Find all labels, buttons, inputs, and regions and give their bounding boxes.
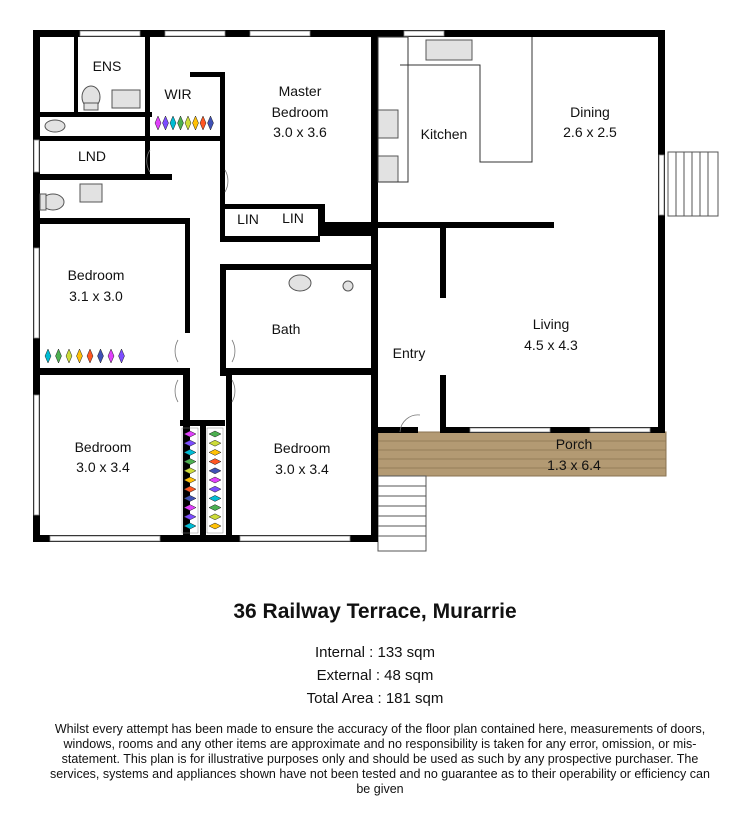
label-lnd: LND xyxy=(77,148,107,164)
hanger-icon xyxy=(185,116,191,130)
fixtures xyxy=(40,40,472,291)
label-porch-size: 1.3 x 6.4 xyxy=(547,457,601,473)
label-dining: Dining xyxy=(570,104,610,120)
total-area: Total Area : 181 sqm xyxy=(306,690,444,707)
internal-area: Internal : 133 sqm xyxy=(314,644,436,661)
hanger-icon xyxy=(209,431,221,437)
hanger-icon xyxy=(170,116,176,130)
label-bedroom-3-size: 3.0 x 3.4 xyxy=(76,459,130,475)
side-steps xyxy=(668,152,718,216)
label-bedroom-4: Bedroom xyxy=(273,440,331,456)
label-ens: ENS xyxy=(92,58,122,74)
hanger-icon xyxy=(209,523,221,529)
external-area: External : 48 sqm xyxy=(316,667,434,684)
hanger-icon xyxy=(209,459,221,465)
hanger-icon xyxy=(208,116,214,130)
label-master-1: Master xyxy=(278,83,322,99)
label-living-size: 4.5 x 4.3 xyxy=(524,337,578,353)
hanger-icon xyxy=(200,116,206,130)
disclaimer-text: Whilst every attempt has been made to ensure the accuracy of the floor plan contained here, measurements of doors, windows, rooms and any other items are approximate and no responsibility is taken for any error, omission, or mis-statement. This plan is for illustrative purposes only and should be used as such by any prospective purchaser. The services, systems and appliances shown have not been tested and no guarantee as to their operability or efficiency can be given xyxy=(50,722,710,796)
label-dining-size: 2.6 x 2.5 xyxy=(563,124,617,140)
property-address: 36 Railway Terrace, Murarrie xyxy=(233,600,517,623)
hanger-icon xyxy=(87,349,93,363)
label-bath: Bath xyxy=(271,321,301,337)
hanger-icon xyxy=(209,486,221,492)
hanger-icon xyxy=(163,116,169,130)
hanger-icon xyxy=(209,449,221,455)
hanger-icon xyxy=(209,440,221,446)
porch-deck xyxy=(378,432,666,476)
label-lin-1: LIN xyxy=(237,211,259,227)
label-bedroom-4-size: 3.0 x 3.4 xyxy=(275,461,329,477)
hanger-icon xyxy=(178,116,184,130)
label-porch: Porch xyxy=(555,436,593,452)
label-wir: WIR xyxy=(164,86,192,102)
hanger-icon xyxy=(98,349,104,363)
label-bedroom-2: Bedroom xyxy=(67,267,125,283)
label-kitchen: Kitchen xyxy=(420,126,468,142)
label-living: Living xyxy=(532,316,570,332)
hanger-icon xyxy=(77,349,83,363)
label-master-size: 3.0 x 3.6 xyxy=(273,124,327,140)
hanger-icon xyxy=(193,116,199,130)
hanger-icon xyxy=(155,116,161,130)
front-steps xyxy=(378,476,426,551)
hanger-icon xyxy=(119,349,125,363)
hanger-icon xyxy=(209,505,221,511)
hanger-icon xyxy=(56,349,62,363)
hanger-icon xyxy=(45,349,51,363)
label-entry: Entry xyxy=(392,345,426,361)
hanger-icon xyxy=(66,349,72,363)
hanger-icon xyxy=(209,468,221,474)
hanger-icon xyxy=(209,495,221,501)
label-bedroom-3: Bedroom xyxy=(74,439,132,455)
hanger-icon xyxy=(108,349,114,363)
label-bedroom-2-size: 3.1 x 3.0 xyxy=(69,288,123,304)
hanger-icon xyxy=(209,477,221,483)
hanger-icon xyxy=(209,514,221,520)
label-master-2: Bedroom xyxy=(271,104,329,120)
label-lin-2: LIN xyxy=(282,210,304,226)
